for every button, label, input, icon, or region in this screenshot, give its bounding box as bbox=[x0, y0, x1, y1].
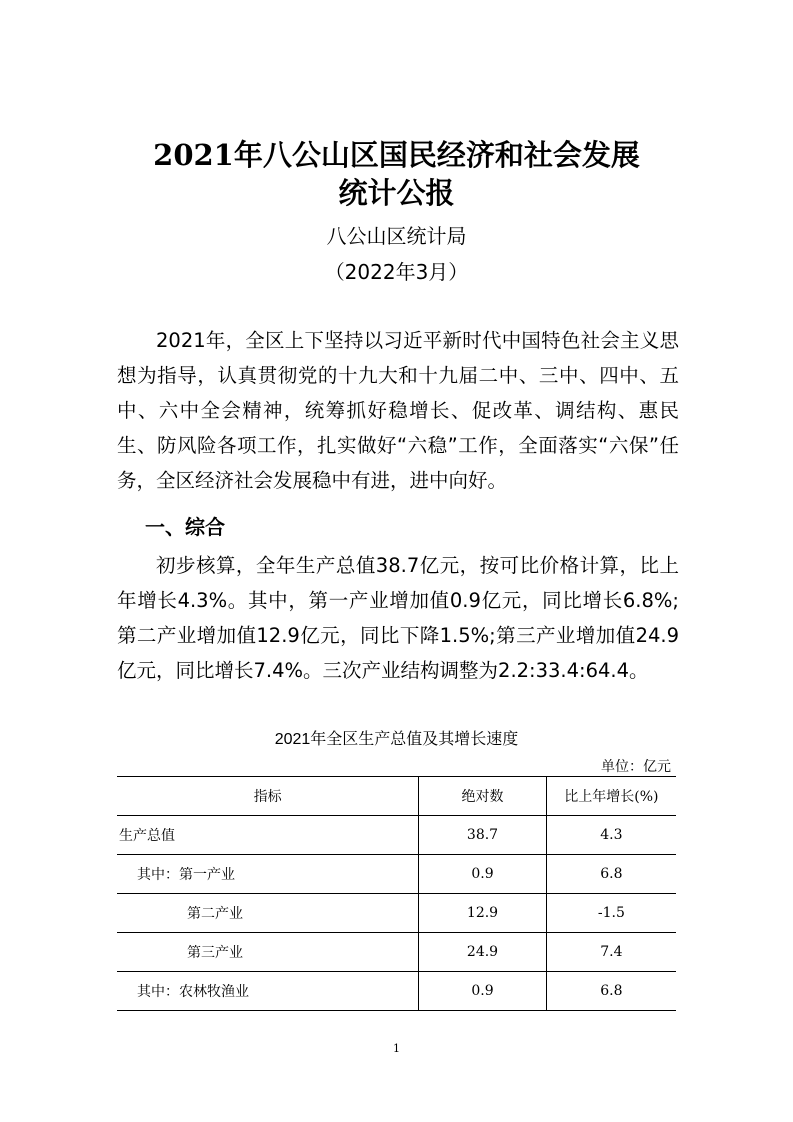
row-absolute: 0.9 bbox=[419, 855, 546, 894]
table-row bbox=[117, 933, 676, 972]
report-title-line1: 2021年八公山区国民经济和社会发展 bbox=[153, 138, 640, 172]
row-growth: 6.8 bbox=[546, 972, 676, 1011]
row-growth: 7.4 bbox=[546, 933, 676, 972]
header-absolute: 绝对数 bbox=[419, 777, 546, 816]
header-growth: 比上年增长(%) bbox=[546, 777, 676, 816]
table-row bbox=[117, 894, 676, 933]
row-absolute: 38.7 bbox=[419, 816, 546, 855]
table-row bbox=[117, 855, 676, 894]
issuing-organization: 八公山区统计局 bbox=[326, 224, 467, 248]
row-indicator: 第三产业 bbox=[117, 933, 419, 972]
table-row bbox=[117, 816, 676, 855]
table-header-row bbox=[117, 777, 676, 816]
row-growth: -1.5 bbox=[546, 894, 676, 933]
section-heading-overview: 一、综合 bbox=[145, 515, 225, 539]
gdp-table bbox=[117, 776, 676, 1011]
table-caption: 2021年全区生产总值及其增长速度 bbox=[274, 731, 519, 748]
row-growth: 6.8 bbox=[546, 855, 676, 894]
row-absolute: 12.9 bbox=[419, 894, 546, 933]
row-indicator: 生产总值 bbox=[117, 816, 419, 855]
row-indicator: 其中：农林牧渔业 bbox=[117, 972, 419, 1011]
row-indicator: 第二产业 bbox=[117, 894, 419, 933]
intro-paragraph: 2021年，全区上下坚持以习近平新时代中国特色社会主义思想为指导，认真贯彻党的十九大和十九届二中、三中、四中、五中、六中全会精神，统筹抓好稳增长、促改革、调结构、惠民生、防风险各项工作，扎实做好“六稳”工作，全面落实“六保”任务，全区经济社会发展稳中有进，进中向好。 bbox=[117, 329, 679, 492]
overview-paragraph: 初步核算，全年生产总值38.7亿元，按可比价格计算，比上年增长4.3%。其中，第一产业增加值0.9亿元，同比增长6.8%;第二产业增加值12.9亿元，同比下降1.5%;第三产业增加值24.9亿元，同比增长7.4%。三次产业结构调整为2.2:33.4:64.4。 bbox=[117, 554, 679, 682]
row-absolute: 0.9 bbox=[419, 972, 546, 1011]
row-absolute: 24.9 bbox=[419, 933, 546, 972]
table-unit: 单位：亿元 bbox=[601, 759, 671, 775]
header-indicator: 指标 bbox=[117, 777, 419, 816]
table-row bbox=[117, 972, 676, 1011]
publication-date: （2022年3月） bbox=[324, 260, 469, 284]
row-indicator: 其中：第一产业 bbox=[117, 855, 419, 894]
page-number: 1 bbox=[393, 1042, 400, 1055]
row-growth: 4.3 bbox=[546, 816, 676, 855]
report-title-line2: 统计公报 bbox=[338, 176, 455, 210]
